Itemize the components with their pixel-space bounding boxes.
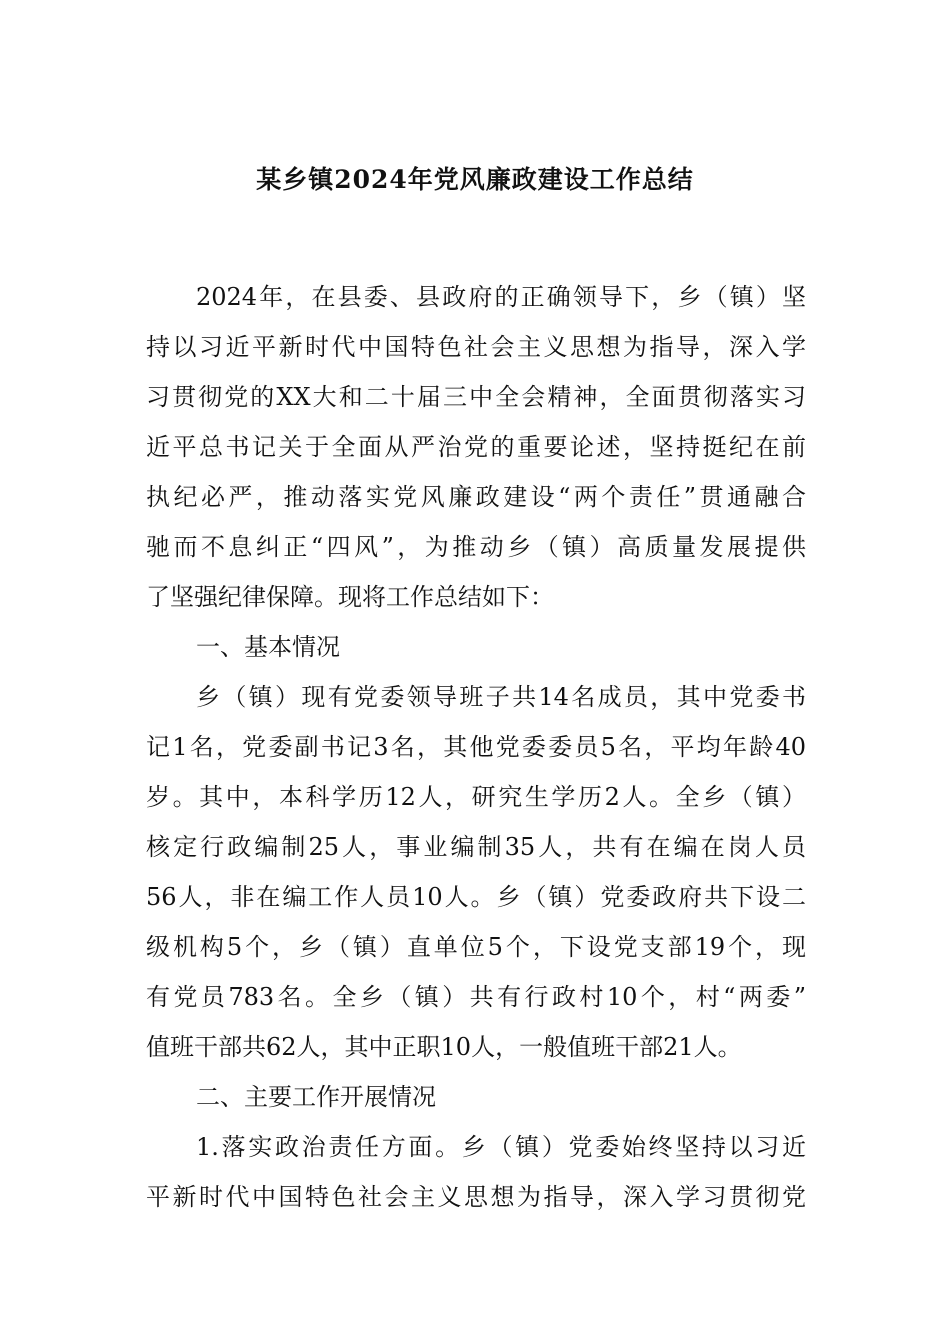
text-line: 岁。其中，本科学历12人，研究生学历2人。全乡（镇） [146,783,806,811]
document-body [146,272,806,1222]
document-title: 某乡镇2024年党风廉政建设工作总结 [256,165,694,194]
section-heading-basic-situation [146,622,806,672]
text-line: 持以习近平新时代中国特色社会主义思想为指导，深入学 [146,333,806,361]
text-line: 级机构5个，乡（镇）直单位5个，下设党支部19个，现 [146,933,806,961]
text-line: 执纪必严，推动落实党风廉政建设“两个责任”贯通融合 [146,483,806,511]
paragraph-basic-situation [146,672,806,1072]
text-line: 习贯彻党的XX大和二十届三中全会精神，全面贯彻落实习 [146,383,806,411]
text-line: 1.落实政治责任方面。乡（镇）党委始终坚持以习近 [196,1133,806,1161]
section-heading-main-work [146,1072,806,1122]
text-line: 近平总书记关于全面从严治党的重要论述，坚持挺纪在前 [146,433,806,461]
text-line: 有党员783名。全乡（镇）共有行政村10个，村“两委” [146,983,806,1011]
section-heading: 一、基本情况 [196,633,340,661]
paragraph-intro [146,272,806,622]
text-line: 值班干部共62人，其中正职10人，一般值班干部21人。 [146,1033,742,1061]
section-heading: 二、主要工作开展情况 [196,1083,436,1111]
text-line: 驰而不息纠正“四风”，为推动乡（镇）高质量发展提供 [146,533,806,561]
text-line: 平新时代中国特色社会主义思想为指导，深入学习贯彻党 [146,1183,806,1211]
text-line: 56人，非在编工作人员10人。乡（镇）党委政府共下设二 [146,883,806,911]
text-line: 记1名，党委副书记3名，其他党委委员5名，平均年龄40 [146,733,806,761]
text-line: 乡（镇）现有党委领导班子共14名成员，其中党委书 [196,683,806,711]
text-line: 核定行政编制25人，事业编制35人，共有在编在岗人员 [146,833,806,861]
paragraph-political-responsibility [146,1122,806,1222]
text-line: 了坚强纪律保障。现将工作总结如下： [146,583,554,611]
text-line: 2024年，在县委、县政府的正确领导下，乡（镇）坚 [196,283,806,311]
